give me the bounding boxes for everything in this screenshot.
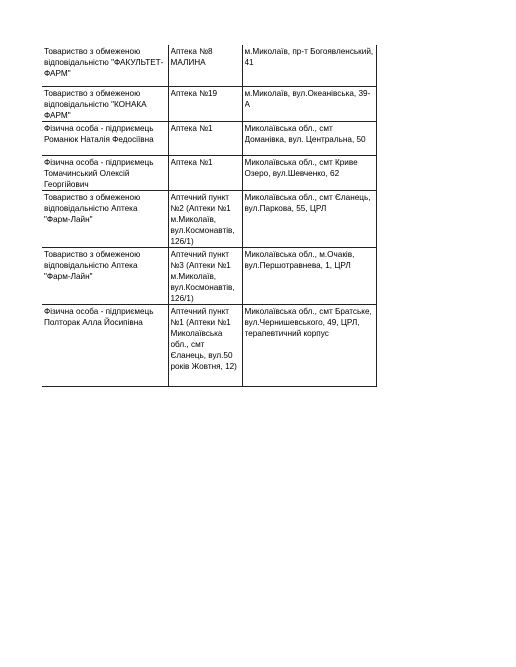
address-cell: Миколаївська обл., смт Доманівка, вул. Центральна, 50 — [242, 122, 376, 156]
pharmacy-cell: Аптека №1 — [168, 156, 242, 191]
pharmacy-table — [42, 45, 377, 387]
owner-cell: Фізична особа - підприємець Полторак Алла Йосипівна — [42, 305, 168, 387]
table-row — [42, 122, 376, 156]
address-cell: Миколаївська обл., смт Єланець, вул.Паркова, 55, ЦРЛ — [242, 191, 376, 248]
table-row — [42, 156, 376, 191]
address-cell: м.Миколаїв, пр-т Богоявленський, 41 — [242, 45, 376, 87]
address-cell: Миколаївська обл., смт Братське, вул.Чернишевського, 49, ЦРЛ, терапевтичний корпус — [242, 305, 376, 387]
table-row — [42, 248, 376, 305]
address-cell: м.Миколаїв, вул.Океанівська, 39-А — [242, 87, 376, 122]
owner-cell: Товариство з обмеженою відповідальністю "КОНАКА ФАРМ" — [42, 87, 168, 122]
document-page — [42, 45, 377, 387]
owner-cell: Фізична особа - підприємець Томачинський Олексій Георгійович — [42, 156, 168, 191]
pharmacy-cell: Аптека №8 МАЛИНА — [168, 45, 242, 87]
owner-cell: Товариство з обмеженою відповідальністю Аптека "Фарм-Лайн" — [42, 191, 168, 248]
owner-cell: Фізична особа - підприємець Романюк Наталія Федосіївна — [42, 122, 168, 156]
pharmacy-cell: Аптечний пункт №3 (Аптеки №1 м.Миколаїв, вул.Космонавтів, 126/1) — [168, 248, 242, 305]
pharmacy-cell: Аптека №1 — [168, 122, 242, 156]
pharmacy-cell: Аптечний пункт №1 (Аптеки №1 Миколаївська обл., смт Єланець, вул.50 років Жовтня, 12) — [168, 305, 242, 387]
address-cell: Миколаївська обл., м.Очаків, вул.Першотравнева, 1, ЦРЛ — [242, 248, 376, 305]
pharmacy-cell: Аптека №19 — [168, 87, 242, 122]
table-row — [42, 45, 376, 87]
owner-cell: Товариство з обмеженою відповідальністю Аптека "Фарм-Лайн" — [42, 248, 168, 305]
pharmacy-cell: Аптечний пункт №2 (Аптеки №1 м.Миколаїв, вул.Космонавтів, 126/1) — [168, 191, 242, 248]
table-row — [42, 305, 376, 387]
owner-cell: Товариство з обмеженою відповідальністю "ФАКУЛЬТЕТ-ФАРМ" — [42, 45, 168, 87]
table-row — [42, 191, 376, 248]
table-row — [42, 87, 376, 122]
address-cell: Миколаївська обл., смт Криве Озеро, вул.Шевченко, 62 — [242, 156, 376, 191]
